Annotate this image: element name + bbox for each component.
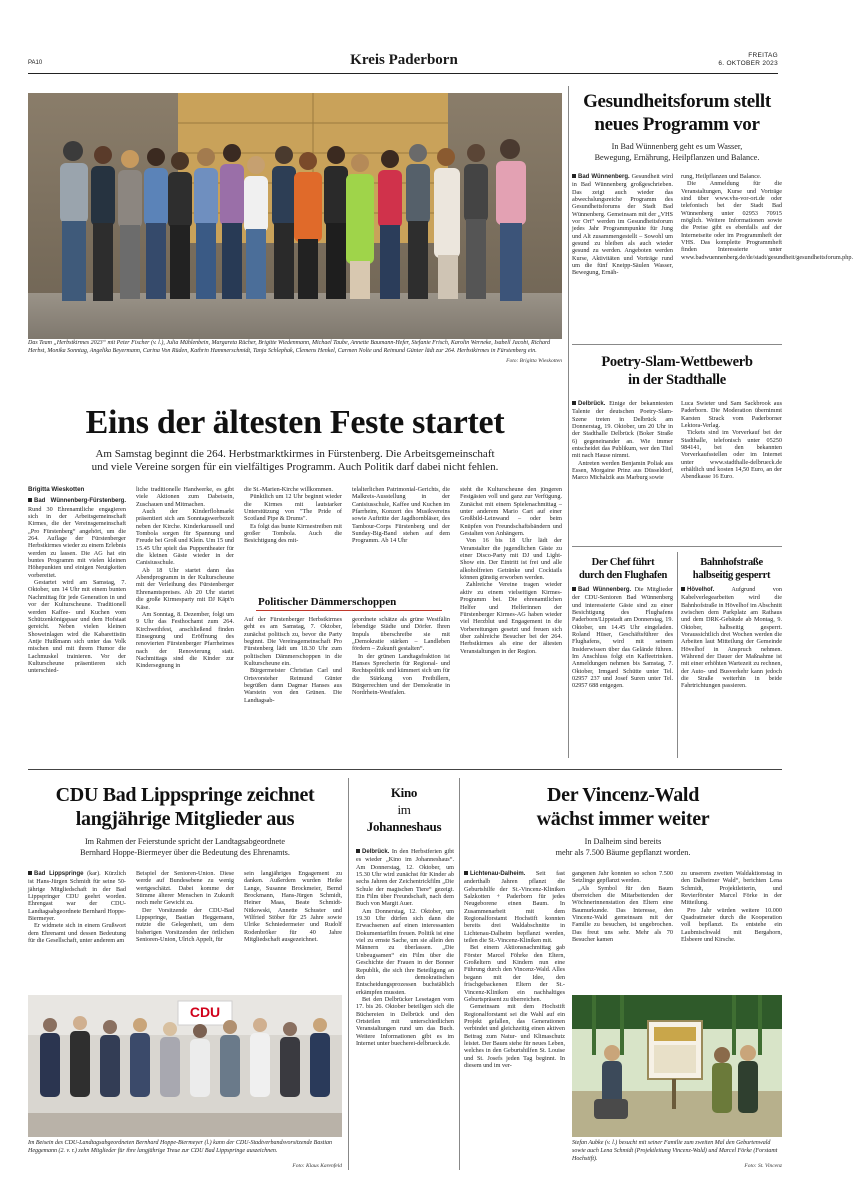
poetry-headline-line-2: in der Stadthalle xyxy=(628,372,726,388)
cdu-subheadline xyxy=(28,836,342,858)
chef-headline-line-2: durch den Flughafen xyxy=(578,570,668,581)
vincenz-photo-caption: Stefan Aubke (v. l.) besucht mit seiner Familie zum zweiten Mal den Geburtenwald sowie auch Lena Schmidt (Projektleitung Vincenz-Wald) und Marcel Förke (Forstamt Hochstift). xyxy=(572,1140,778,1162)
kino-right-rule xyxy=(459,778,460,1170)
chef-headline-line-1: Der Chef führt xyxy=(591,557,655,568)
politics-text-1b: Bürgermeister Christian Carl und Ortsvorsteher Reimund Günter begrüßen dann Dagmar Hanses aus Warstein von den Grünen. Die Landtagsab- xyxy=(244,667,342,704)
vincenz-col-1 xyxy=(464,870,565,1170)
dateline-square-icon xyxy=(464,871,468,875)
bahnhof-dateline: Hövelhof. xyxy=(687,587,715,593)
bahnhof-text xyxy=(681,586,782,758)
kino-headline xyxy=(352,784,456,835)
main-article-text-3: die St.-Marien-Kirche willkommen. xyxy=(244,486,334,493)
main-photo xyxy=(28,93,562,339)
poetry-text-2: Luca Swieter und Sam Sackbrook aus Paderborn. Die Moderation übernimmt Karsten Strack vom Paderborner Lektora-Verlag. xyxy=(681,400,782,430)
vincenz-headline xyxy=(464,783,782,831)
vincenz-text-1: Seit fast anderthalb Jahren pflanzt die Geburtshilfe der St.-Vincenz-Kliniken Salzkotten + Paderborn für jedes Neugeborene einen Baum. In Zusammenarbeit mit dem Regionalforstamt Hochstift konnten bereits drei Waldabschnitte in Lichtenau-Dalheim bepflanzt werden, teilen die St.-Vincenz-Kliniken mit. xyxy=(464,870,565,945)
main-article-col-3 xyxy=(244,486,342,596)
poetry-top-rule xyxy=(572,344,782,345)
bahnhof-text-body: Aufgrund von Kabelverlegearbeiten wird die Bahnhofstraße in Hövelhof im Abschnitt zwischen dem Parkplatz am Rathaus und dem DRK-Gebäude ab Montag, 9. Oktober, halbseitig gesperrt. Voraussichtlich drei Wochen werden die Arbeiten laut Mitteilung der Gemeinde Hövelhof in Anspruch nehmen. Während der Dauer der Maßnahme ist mit einer erhöhten Wartezeit zu rechnen, der Auto- und Busverkehr kann jedoch die Straße weiterhin in beide Fahrtrichtungen passieren. xyxy=(681,586,782,690)
vincenz-col-3 xyxy=(681,870,782,988)
politics-subheadline-underline xyxy=(256,610,442,611)
chef-headline xyxy=(572,556,674,582)
cdu-headline-line-1: CDU Bad Lippspringe zeichnet xyxy=(55,784,315,806)
middle-divider xyxy=(28,769,782,770)
chef-bahnhof-rule xyxy=(677,552,678,758)
kino-dateline: Delbrück. xyxy=(362,849,390,855)
main-article-text-5c: Zahlreiche Vereine tragen wieder aktiv zu einem vielseitigen Kirmes-Programm bei. Die ehrenamtlichen Helfer und Helferinnen der Fürstenberger Kirmes-AG haben wieder viel Herzblut und Engagement in die Vorbereitungen gesetzt und freuen sich über zahlreiche Besucher bei der 264. Herbstkirmes als eine der ältesten Veranstaltungen in der Region. xyxy=(460,581,562,655)
main-article-text-2c: Ab 18 Uhr startet dann das Abendprogramm in der Kulturscheune mit der Verleihung des Fürstenberger Ehrenamtspreises. Ab 20 Uhr startet die große Kirmesparty mit DJ Käpt'n Käse. xyxy=(136,566,234,611)
vincenz-subheadline xyxy=(464,836,782,858)
page-number: PA10 xyxy=(28,60,43,66)
cdu-photo xyxy=(28,995,342,1137)
main-headline: Eins der ältesten Feste startet xyxy=(85,404,505,441)
dateline-square-icon xyxy=(572,587,576,591)
main-article-text-5: steht die Kulturscheune den jüngeren Festgästen voll und ganz zur Verfügung. Zunächst mit einem Spielenachmittag – unter anderem Mario Cart auf einer Großbild-Leinwand – oder beim Knüpfen von Freundschaftsbändern und Gestalten von Anhängern. xyxy=(460,486,562,538)
cdu-col-1 xyxy=(28,870,126,990)
vincenz-photo-credit: Foto: St. Vincenz xyxy=(744,1163,782,1169)
bahnhof-headline-line-1: Bahnhofstraße xyxy=(700,557,763,568)
vincenz-subheadline-line-1: In Dalheim sind bereits xyxy=(584,837,662,846)
health-col-1 xyxy=(572,173,673,333)
vincenz-text-3b: Pro Jahr würden weitere 10.000 Quadratmeter durch die Kooperation voll bepflanzt. Es entstehe ein Laubmischwald mit Bergahorn, Elsbeere und Kirsche. xyxy=(681,906,782,944)
main-photo-credit: Foto: Brigitta Wieskotten xyxy=(506,358,562,364)
cdu-text-1b: Er widmete sich in einem Grußwort dem Ehrenamt und dessen Bedeutung für die Gesellschaft, unter anderem am xyxy=(28,922,126,945)
vincenz-text-1c: Gemeinsam mit dem Hochstift Regionalforstamt sei die Wahl auf ein Projekt gefallen, das Generationen verbindet und gleichzeitig einen aktiven Beitrag zum Natur- und Klimaschutz leistet. Der Baum stehe für neues Leben, welches in den Geburtshilfen St. Louise und St. Josefs jeden Tag beginnt. In diesem und im ver- xyxy=(464,1003,565,1069)
date: 6. OKTOBER 2023 xyxy=(718,60,778,67)
main-photo-caption: Das Team „Herbstkirmes 2023“ mit Peter Fischer (v. l.), Julia Mühlenbein, Margareta Rücher, Brigitte Wiedenmann, Michael Taube, Annette Baumann-Hefer, Stefanie Frisch, Karolin Werneke, Isabell Jacobi, Richard Herbst, Monika Sonntag, Angelika Beyermann, Carina Von Rüden, Kathrin Hammerschmidt, Tanja Schlephak, Clemens Henkel, Carmen Nolte und Reimund Günter lädt zur 264. Herbstkirmes in Fürstenberg ein. xyxy=(28,340,551,354)
cdu-text-2b: Der Vorsitzende der CDU-Bad Lippspringe, Bastian Heggemann, nutzte die Gelegenheit, um dem bisherigen Vorsitzenden der örtlichen Senioren-Union, Ulrich Appelt, für xyxy=(136,906,234,944)
bahnhof-headline-line-2: halbseitig gesperrt xyxy=(692,570,771,581)
cdu-subheadline-line-1: Im Rahmen der Feierstunde spricht der Landtagsabgeordnete xyxy=(84,837,286,846)
vincenz-photo xyxy=(572,995,782,1137)
chef-text-body: Die Mitglieder der CDU-Senioren Bad Wünnenberg und interessierte Gäste sind zu einer Besichtigung des Flughafens Paderborn/Lippstadt am Donnerstag, 19. Oktober, um 14.45 Uhr eingeladen. Roland Hüser, Geschäftsführer des Flughafens, wird mit seinem Insiderwissen über das Gelände führen. Im Anschluss folgt ein Kaffeetrinken. Anmeldungen nehmen bis Samstag, 7. Oktober, Irmgard Schütte unter Tel. 02957 237 und Josef Suren unter Tel. 02957 688 entgegen. xyxy=(572,586,673,690)
cdu-headline-line-2: langjährige Mitglieder aus xyxy=(75,808,295,830)
vincenz-text-2: gangenen Jahr konnten so schon 7.500 Setzlinge gepflanzt werden. xyxy=(572,870,673,885)
main-article-col-4 xyxy=(352,486,450,596)
main-article-col-1 xyxy=(28,486,126,762)
main-article-text-5b: Von 16 bis 18 Uhr lädt der Veranstalter die jugendlichen Gäste zu einer Disco-Party mit DJ und Light-Show ein. Der Eintritt ist frei und alle alkoholfreien Getränke und Cocktails können günstig erworben werden. xyxy=(460,537,562,582)
chef-text xyxy=(572,586,673,758)
health-headline-line-1: Gesundheitsforum stellt xyxy=(583,91,771,112)
politics-text-2: geordnete schätze als grüne Westfälin lebendige Städte und Dörfer. Ihren Impuls überschreibe sie mit „Demokratie stärken – Landleben fördern – Zukunft gestalten“. xyxy=(352,616,450,653)
cdu-col-3 xyxy=(244,870,342,990)
health-col-2 xyxy=(681,173,853,333)
kino-headline-line-2: im xyxy=(397,802,411,817)
kino-text-3: Bei den Delbrücker Lesetagen vom 17. bis 26. Oktober beteiligen sich die Büchereien in Delbrück und den Ortsteilen mit unterschiedlichen Veranstaltungen rund um das Buch. Weitere Informationen gibt es im Internet unter buecherei-delbrueck.de. xyxy=(356,995,454,1047)
kino-text-1: In den Herbstferien gibt es wieder „Kino im Johanneshaus“. Am Donnerstag, 12. Oktober, um 15.30 Uhr wird zunächst für Kinder ab sechs Jahren der Zeichentrickfilm „Die Schule der magischen Tiere“ gezeigt. Ein Film über Freundschaft, nach dem Buch von Margit Auer. xyxy=(356,848,455,908)
politics-text-2b: In der grünen Landtagsfraktion ist Hanses Sprecherin für Regional- und Rechtspolitik und kümmert sich um für die Stärkung von Freibillern, Bürgerrechten und der Demokratie in Nordrhein-Westfalen. xyxy=(352,652,450,697)
cdu-text-3: sein langjähriges Engagement zu danken. Außerdem wurden Heike Lange, Susanne Brockmeier, Bernd Brockmann, Hans-Jürgen Schmidt, Heiner Maas, Beate Schmidt-Nitkowski, Annette Schuster und Wilfried Stöber für 25 Jahre sowie Ulrike Schniedermeier und Rudolf Rodenbröker für 40 Jahre Mitgliedschaft ausgezeichnet. xyxy=(244,870,342,944)
main-article-author: Brigitta Wieskotten xyxy=(28,486,85,493)
main-article-text-3b: Pünktlich um 12 Uhr beginnt wieder die Kirmes mit lautstarker Unterstützung von "The Pride of Scotland Pipe & Drums". xyxy=(244,493,342,523)
health-text-2: rung, Heilpflanzen und Balance. xyxy=(681,173,762,180)
main-article-text-2b: Auch der Kinderflohmarkt präsentiert sich am Sonntagswerbezelt neben der Kirche. Kinderkarussell und Tombola sorgen für Spannung und Freude bei Groß und Klein. Um 15 und 15.45 Uhr spielt das Puppentheater für die kleinen Gäste wieder in der Canisiusschule. xyxy=(136,508,234,567)
poetry-col-2 xyxy=(681,400,782,540)
main-subheadline-line-2: und viele Vereine sorgen für ein vielfältiges Programm. Auch Politik darf dabei nicht fehlen. xyxy=(91,461,499,473)
vincenz-col-2 xyxy=(572,870,673,988)
main-subheadline-line-1: Am Samstag beginnt die 264. Herbstmarktkirmes in Fürstenberg. Die Arbeitsgemeinschaft xyxy=(95,448,495,460)
main-article-text-3c: Es folgt das bunte Kirmestreiben mit großer Tombola. Auch die Besichtigung des mit- xyxy=(244,522,342,545)
main-article-dateline: Bad Wünnenberg-Fürstenberg. xyxy=(34,498,126,505)
group-photo-image xyxy=(28,93,562,339)
kino-left-rule xyxy=(348,778,349,1170)
main-article-text-2d: Am Sonntag, 8. Dezember, folgt um 9 Uhr das Festhochamt zum 264. Kirchweihfest, anschließend finden Einsegnung und Eröffnung des renovierten Fürstenberger Pfarrheimes nach der Renovierung statt. Nachmittags sind die Kinder zur Kindersegnung in xyxy=(136,610,234,670)
main-article-col-5 xyxy=(460,486,562,762)
bahnhof-headline xyxy=(681,556,782,582)
page-date xyxy=(658,52,778,68)
poetry-headline xyxy=(572,353,782,389)
health-text-2b: Die Anmeldung für die Veranstaltungen, Kurse und Vorträge sind über www.vhs-vor-ort.de oder telefonisch bei der Stadt Bad Wünnenberg unter 02953 70915 möglich. Weitere Informationen sowie die Preise gibt es ebenfalls auf der Internetseite oder im Programmheft der VHS. Das komplette Programmheft finden Interessierte unter www.badwuennenberg.de/de/stadt/gesundheit/gesundheitsforum.php. xyxy=(681,180,853,261)
politics-subheadline: Politischer Dämmerschoppen xyxy=(258,596,397,608)
dateline-square-icon xyxy=(572,401,576,405)
health-text-1: Gesundheit wird in Bad Wünnenberg großgeschrieben. Das zeigt auch wieder das abwechslungsreiche Programm des Gesundheitsforums der Stadt Bad Wünnenberg. Gemeinsam mit der „VHS vor Ort“ werden im Gesundheitsforum jedes Jahr Programmpunkte für Jung und Alt zusammengestellt – Sowohl um gesund zu bleiben als auch wieder gesund zu werden. Angeboten werden Kurse, Aktivitäten und Vorträge rund um die fünf Kneipp-Säulen Wasser, Bewegung, Ernäh- xyxy=(572,173,673,277)
chef-dateline: Bad Wünnenberg. xyxy=(578,587,632,593)
main-article-text-2: liche traditionelle Handwerke, es gibt viele Aktionen zum Dabeisein, Zuschauen und Mitmachen. xyxy=(136,486,234,508)
kino-headline-line-1: Kino xyxy=(390,785,418,800)
politics-text-1: Auf der Fürstenberger Herbstkirmes geht es am Samstag, 7. Oktober, zunächst politisch zu, bevor die Party beginnt. Die Vereinsgemeinschaft Pro Fürstenberg lädt um 18.30 Uhr zum politischen Dämmerschoppen in die Kulturscheune ein. xyxy=(244,616,342,668)
cdu-text-1: (kar). Kürzlich ist Hans-Jürgen Schmidt für seine 50-jährige Mitgliedschaft in der Bad Lippspringer CDU geehrt worden. Ehrengast war der CDU-Landtagsabgeordnete Bernhard Hoppe-Biermeyer. xyxy=(28,870,127,923)
vincenz-text-1b: Bei einem Aktionsnachmittag gab Förster Marcel Föhrke den Eltern, Großeltern und Kindern nun eine Führung durch den Vincenz-Wald. Alles begann mit der Idee, den frischgebackenen Eltern der St.-Vincenz-Kliniken ein nachhaltiges Geburtspräsent zu überreichen. xyxy=(464,944,565,1003)
main-article-text-4: telalterlichen Patrimonial-Gerichts, die Malkreis-Ausstellung in der Canisiusschule, Kaffee und Kuchen im Pfarrheim, Konzert des Musikvereins sowie Auftritte der Jagdhornbläser, des Tambour-Corps Fürstenberg und der Sunday-Big-Band stehen auf dem Programm. Ab 14 Uhr xyxy=(352,486,450,545)
section-title: Kreis Paderborn xyxy=(350,52,458,68)
cdu-col-2 xyxy=(136,870,234,990)
kino-text xyxy=(356,848,454,1168)
cdu-text-2: Beispiel der Senioren-Union. Diese werde auf Bundesebene zu wenig wertgeschätzt. Dabei komme der Stimme älterer Menschen in Zukunft noch mehr Gewicht zu. xyxy=(136,870,234,907)
vincenz-subheadline-line-2: mehr als 7.500 Bäume gepflanzt worden. xyxy=(555,848,691,857)
cdu-dateline: Bad Lippspringe xyxy=(34,871,84,877)
poetry-dateline: Delbrück. xyxy=(578,401,606,407)
dateline-square-icon xyxy=(681,587,685,591)
cdu-photo-caption: Im Beisein des CDU-Landtagsabgeordneten Bernhard Hoppe-Biermeyer (l.) kann der CDU-Stadtverbandsvorsitzende Bastian Heggemann (2. v. r.) zehn Mitglieder für ihre langjährige Treue zur CDU Bad Lippspringe auszeichnen. xyxy=(28,1140,333,1154)
poetry-text-1: Einige der bekanntesten Talente der deutschen Poetry-Slam-Szene treten in Delbrück am Donnerstag, 19. Oktober, um 20 Uhr in der Stadthalle Delbrück (Boker Straße 6) gegeneinander an. Wie immer entscheidet das Publikum, wer den Titel mit nach Hause nimmt. xyxy=(572,400,673,460)
vincenz-text-2b: „Als Symbol für den Baum überreichen die Mitarbeitenden der Wöchnerinnenstation den Eltern eine Baumurkunde. Das Interesse, den Vincenz-Wald gemeinsam mit der Familie zu besuchen, ist ungebrochen. Das freut uns sehr. Mehr als 70 Besucher kamen xyxy=(572,884,673,944)
kino-text-2: Am Donnerstag, 12. Oktober, um 19.30 Uhr dürfen sich dann die Erwachsenen auf einen interessanten Dokumentarfilm freuen. Politik ist eine viel zu ernste Sache, um sie allein den Männern zu überlassen. „Die Unbeugsamen“ ein Film über die Geschichte der Frauen in der Bonner Republik, die sich ihre Beteiligung an den demokratischen Entscheidungsprozessen buchstäblich erkämpfen mussten. xyxy=(356,907,454,996)
vincenz-text-3: zu unserem zweiten Waldaktionstag in den Dalheimer Wald“, berichten Lena Schmidt, Projektleiterin, und Revierförster Marcel Förke in der Mitteilung. xyxy=(681,870,782,907)
cdu-logo: CDU xyxy=(189,1004,221,1020)
kino-headline-line-3: Johanneshaus xyxy=(366,819,442,834)
health-subheadline-line-2: Bewegung, Ernährung, Heilpflanzen und Balance. xyxy=(594,153,760,162)
weekday: FREITAG xyxy=(748,52,778,59)
main-article-text-1b: Gestartet wird am Samstag, 7. Oktober, um 14 Uhr mit einem bunten Nachmittag für jede Generation in und vor der Kulturscheune. Traditionell werden Kaffee- und Kuchen vom Schützenkönigspaar und dem Hofstaat gereicht. Neben vielen kleinen Showeinlagen wird die Kabarettistin Antje Huißmann sich unter das Volk mischen und mit ihrem Humor die Lachmuskel trainieren. Vor der Kulturscheune präsentieren sich unterschied- xyxy=(28,579,126,675)
forest-photo-image xyxy=(572,995,782,1137)
poetry-text-1b: Antreten werden Benjamin Poliak aus Essen, Morgaine Prinz aus Düsseldorf, Marco Michalzik aus Marburg sowie xyxy=(572,459,673,482)
vincenz-headline-line-2: wächst immer weiter xyxy=(536,808,710,830)
poetry-text-2b: Tickets sind im Vorverkauf bei der Stadthalle, telefonisch unter 05250 984141, bei den bekannten Vorverkaufsstellen oder im Internet unter www.stadthalle-delbrueck.de erhältlich und kosten 14,50 Euro, an der Abendkasse 16 Euro. xyxy=(681,429,782,481)
dateline-square-icon xyxy=(356,849,360,853)
politics-col-2 xyxy=(352,616,450,764)
vincenz-dateline: Lichtenau-Dalheim. xyxy=(470,871,526,877)
dateline-square-icon xyxy=(572,174,576,178)
poetry-col-1 xyxy=(572,400,673,540)
vincenz-headline-line-1: Der Vincenz-Wald xyxy=(546,784,700,806)
dateline-square-icon xyxy=(28,871,32,875)
cdu-headline xyxy=(28,783,342,831)
health-headline xyxy=(572,90,782,136)
cdu-photo-credit: Foto: Klaus Karenfeld xyxy=(292,1163,342,1169)
main-article-text-1: Rund 30 Ehrenamtliche engagieren sich in der Arbeitsgemeinschaft Kirmes, die der Vereinsgemeinschaft „Pro Fürstenberg“ angehört, um die 264. Auflage der Fürstenberger Herbstkirmes wieder zu einem Erlebnis werden zu lassen. Die AG hat ein buntes Programm mit vielen kleinen Höhepunkten und einigen Neuigkeiten vorbereitet. xyxy=(28,505,126,579)
chef-top-rule xyxy=(572,546,782,547)
header-rule xyxy=(28,73,778,74)
health-subheadline-line-1: In Bad Wünnenberg geht es um Wasser, xyxy=(611,142,743,151)
main-article-col-2 xyxy=(136,486,234,762)
cdu-subheadline-line-2: Bernhard Hoppe-Biermeyer über die Bedeutung des Ehrenamts. xyxy=(80,848,290,857)
dateline-square-icon xyxy=(28,498,32,502)
health-headline-line-2: neues Programm vor xyxy=(594,114,760,135)
right-column-rule xyxy=(568,86,569,758)
main-subheadline xyxy=(28,448,562,474)
poetry-headline-line-1: Poetry-Slam-Wettbewerb xyxy=(601,354,753,370)
politics-col-1 xyxy=(244,616,342,764)
health-dateline: Bad Wünnenberg. xyxy=(578,174,630,180)
health-subheadline xyxy=(572,141,782,163)
